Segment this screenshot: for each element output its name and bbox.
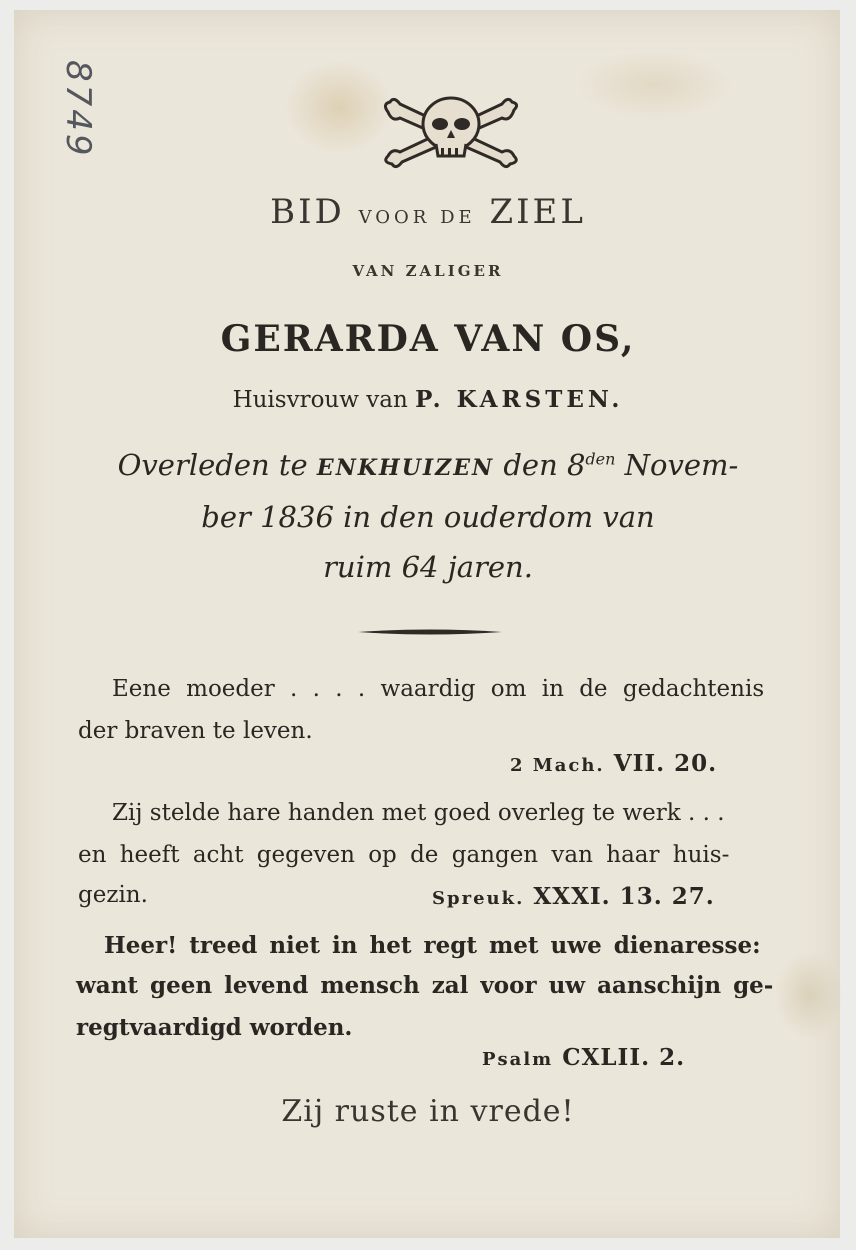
death-place: ENKHUIZEN xyxy=(316,455,495,481)
spouse-name: P. KARSTEN. xyxy=(415,386,624,413)
stain xyxy=(774,950,844,1040)
quote-line: der braven te leven. xyxy=(78,718,313,744)
death-line-3: ruim 64 jaren. xyxy=(323,550,533,584)
quote-line: regtvaardigd worden. xyxy=(76,1014,353,1041)
stain xyxy=(574,50,734,120)
death-line-1: Overleden te ENKHUIZEN den $8^{den}$ Novem- xyxy=(117,448,739,482)
quote-line: Heer! treed niet in het regt met uwe dienaresse: xyxy=(104,932,761,959)
skull-crossbones-icon xyxy=(378,92,524,170)
ornamental-divider xyxy=(356,626,504,638)
quote-line: en heeft acht gegeven op de gangen van haar huis- xyxy=(78,842,730,868)
quote-line: want geen levend mensch zal voor uw aanschijn ge- xyxy=(76,972,774,999)
quote-line: Zij stelde hare handen met goed overleg te werk . . . xyxy=(112,800,725,826)
spouse-line: Huisvrouw van P. KARSTEN. xyxy=(232,386,624,413)
scripture-reference: Spreuk. XXXI. 13. 27. xyxy=(432,883,715,910)
deceased-name: GERARDA VAN OS, xyxy=(220,318,636,360)
quote-line: Eene moeder . . . . waardig om in de gedachtenis xyxy=(112,676,765,702)
scripture-reference: 2 Mach. VII. 20. xyxy=(510,750,718,777)
archive-number: 8749 xyxy=(58,60,98,159)
scripture-reference: Psalm CXLII. 2. xyxy=(482,1044,686,1071)
death-line-2: ber 1836 in den ouderdom van xyxy=(201,500,655,534)
quote-line: gezin. xyxy=(78,882,148,908)
title-line: BID VOOR DE ZIEL xyxy=(270,192,586,232)
closing-line: Zij ruste in vrede! xyxy=(281,1094,575,1129)
van-zaliger: VAN ZALIGER xyxy=(352,262,504,280)
